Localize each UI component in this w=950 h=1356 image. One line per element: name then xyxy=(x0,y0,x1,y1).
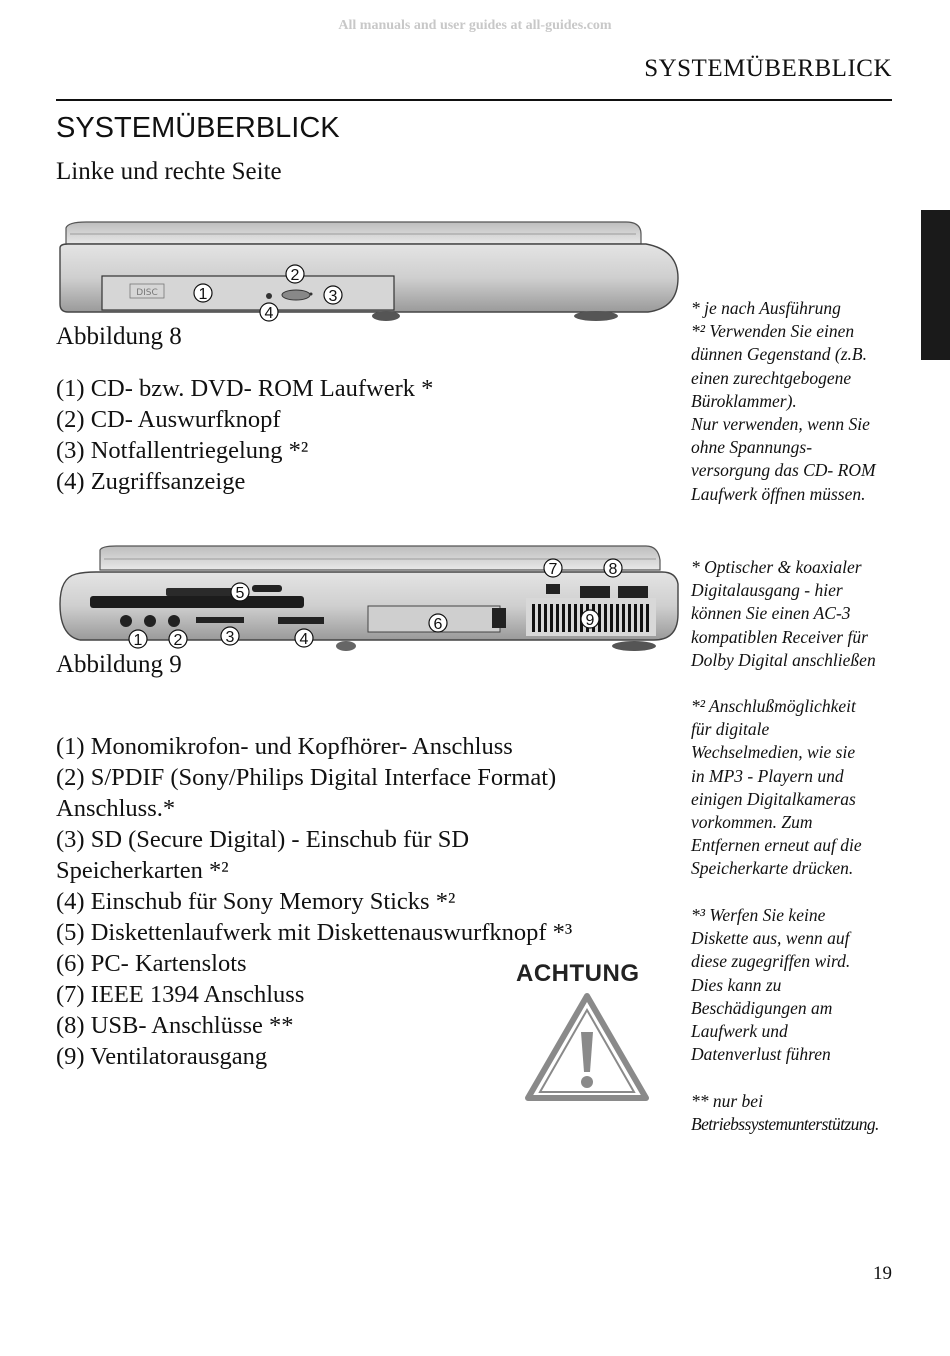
legend-item: (7) IEEE 1394 Anschluss xyxy=(56,981,305,1008)
figure-9-laptop-right-side xyxy=(56,544,681,656)
legend-item: (1) CD- bzw. DVD- ROM Laufwerk * xyxy=(56,375,434,402)
warning-triangle-icon xyxy=(524,992,650,1104)
watermark: All manuals and user guides at all-guides.com xyxy=(338,18,612,33)
legend-item: Anschluss.* xyxy=(56,795,176,822)
legend-item: (8) USB- Anschlüsse ** xyxy=(56,1012,294,1039)
legend-item: (4) Einschub für Sony Memory Sticks *² xyxy=(56,888,456,915)
figure-9-note-spdif xyxy=(691,556,876,672)
note-line: Speicherkarte drücken. xyxy=(691,858,854,879)
header-rule xyxy=(56,99,892,101)
note-line: können Sie einen AC-3 xyxy=(691,603,851,624)
legend-item: (1) Monomikrofon- und Kopfhörer- Anschluss xyxy=(56,733,513,760)
figure-8-caption: Abbildung 8 xyxy=(56,323,182,350)
legend-item: (4) Zugriffsanzeige xyxy=(56,468,246,495)
legend-item: (3) Notfallentriegelung *² xyxy=(56,437,309,464)
figure-8-legend xyxy=(56,373,433,497)
legend-item: (2) CD- Auswurfknopf xyxy=(56,406,281,433)
chapter-tab xyxy=(921,210,950,360)
note-line: Datenverlust führen xyxy=(691,1044,831,1065)
note-line: dünnen Gegenstand (z.B. xyxy=(691,344,867,365)
section-subtitle: Linke und rechte Seite xyxy=(56,158,282,185)
note-line: versorgung das CD- ROM xyxy=(691,460,876,481)
callout-3: 3 xyxy=(328,288,338,305)
note-line: ohne Spannungs- xyxy=(691,437,813,458)
callout-4: 4 xyxy=(264,305,274,322)
legend-item: (3) SD (Secure Digital) - Einschub für SD xyxy=(56,826,470,853)
note-line: Entfernen erneut auf die xyxy=(691,835,862,856)
note-line: Wechselmedien, wie sie xyxy=(691,742,856,763)
note-line: ** nur bei xyxy=(691,1091,763,1111)
note-line: Digitalausgang - hier xyxy=(691,580,843,601)
legend-item: (5) Diskettenlaufwerk mit Diskettenauswurfknopf *³ xyxy=(56,919,573,946)
legend-item: (9) Ventilatorausgang xyxy=(56,1043,268,1070)
callout-6: 6 xyxy=(433,616,443,633)
callout-7: 7 xyxy=(548,561,558,578)
figure-9-note-usb xyxy=(691,1090,879,1136)
note-line: Büroklammer). xyxy=(691,390,797,411)
callout-8: 8 xyxy=(608,561,618,578)
note-line: *³ Werfen Sie keine xyxy=(691,905,826,925)
callout-5: 5 xyxy=(235,585,245,602)
note-line: kompatiblen Receiver für xyxy=(691,626,868,647)
note-line: einigen Digitalkameras xyxy=(691,788,856,809)
callout-9: 9 xyxy=(585,612,595,629)
note-line: Beschädigungen am xyxy=(691,997,833,1018)
note-line: für digitale xyxy=(691,719,770,740)
legend-item: Speicherkarten *² xyxy=(56,857,229,884)
note-line: einen zurechtgebogene xyxy=(691,367,852,388)
legend-item: (2) S/PDIF (Sony/Philips Digital Interface Format) xyxy=(56,764,557,791)
note-line: Betriebssystemunterstützung. xyxy=(691,1114,879,1135)
figure-9-note-floppy xyxy=(691,904,850,1066)
callout-2: 2 xyxy=(173,632,183,649)
figure-9-note-cards xyxy=(691,695,862,881)
note-line: *² Verwenden Sie einen xyxy=(691,321,855,342)
callout-1: 1 xyxy=(198,286,208,303)
callout-4: 4 xyxy=(299,631,309,648)
note-line: Laufwerk öffnen müssen. xyxy=(691,483,866,504)
note-line: Laufwerk und xyxy=(691,1021,788,1042)
page-title: SYSTEMÜBERBLICK xyxy=(56,112,340,144)
page-number: 19 xyxy=(873,1263,892,1284)
legend-item: (6) PC- Kartenslots xyxy=(56,950,247,977)
svg-text:DISC: DISC xyxy=(136,288,158,298)
note-line: * je nach Ausführung xyxy=(691,298,841,318)
running-header: SYSTEMÜBERBLICK xyxy=(644,55,892,82)
callout-2: 2 xyxy=(290,267,300,284)
note-line: Dolby Digital anschließen xyxy=(691,649,876,670)
callout-1: 1 xyxy=(133,632,143,649)
figure-8-notes xyxy=(691,297,876,506)
figure-9-caption: Abbildung 9 xyxy=(56,651,182,678)
warning-label: ACHTUNG xyxy=(516,960,640,987)
note-line: *² Anschlußmöglichkeit xyxy=(691,696,856,716)
note-line: * Optischer & koaxialer xyxy=(691,557,862,577)
note-line: Nur verwenden, wenn Sie xyxy=(691,414,870,435)
note-line: vorkommen. Zum xyxy=(691,812,813,833)
note-line: Dies kann zu xyxy=(691,974,782,995)
figure-8-laptop-left-side xyxy=(56,220,681,325)
figure-9-legend xyxy=(56,731,572,1072)
callout-3: 3 xyxy=(225,629,235,646)
note-line: in MP3 - Playern und xyxy=(691,765,844,786)
note-line: diese zugegriffen wird. xyxy=(691,951,851,972)
note-line: Diskette aus, wenn auf xyxy=(691,928,850,949)
